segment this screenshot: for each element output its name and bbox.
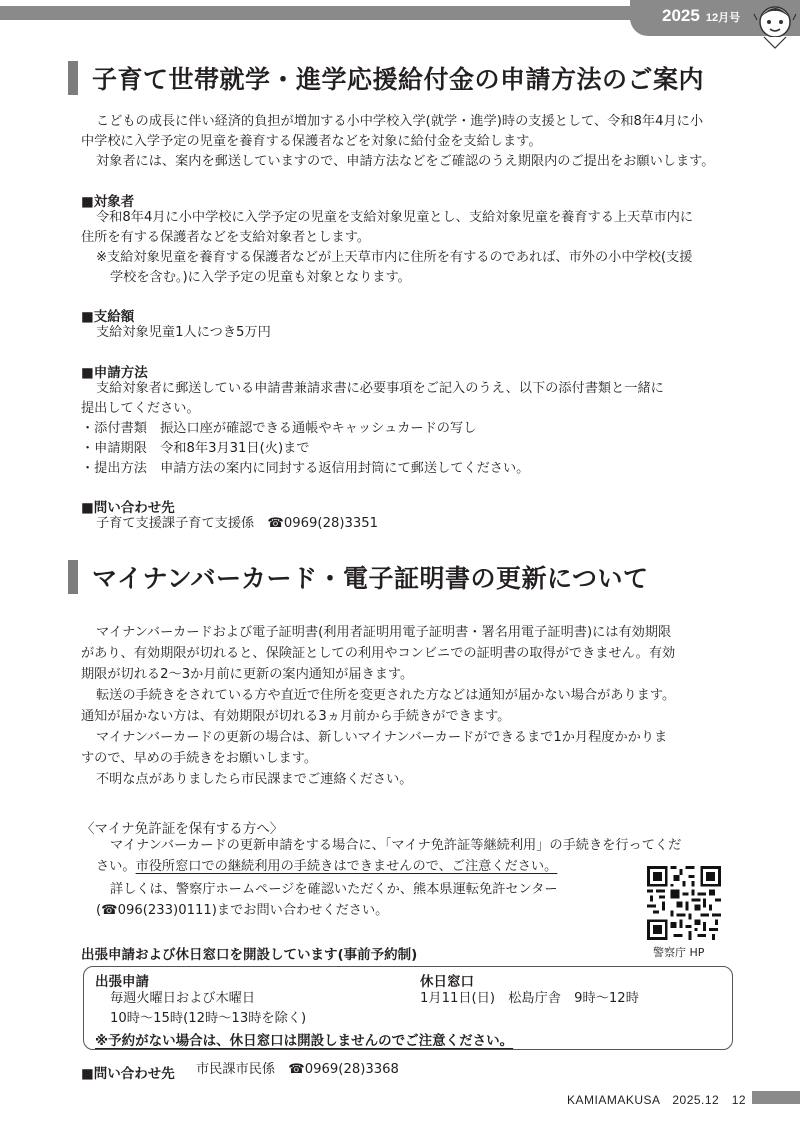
box-left-line1: 毎週火曜日および木曜日	[110, 991, 256, 1006]
s2-contact-heading: ■問い合わせ先	[81, 1066, 175, 1082]
s1-amount-heading: ■支給額	[81, 309, 135, 325]
s2-body-3: 期限が切れる2〜3か月前に更新の案内通知が届きます。	[81, 667, 414, 682]
s1-method-heading: ■申請方法	[81, 365, 148, 381]
s1-target-heading: ■対象者	[81, 194, 135, 210]
issue-month: 12月号	[705, 12, 741, 24]
box-left-line2: 10時〜15時(12時〜13時を除く)	[110, 1011, 307, 1026]
section1-title	[68, 61, 704, 95]
s1-contact-text: 子育て支援課子育て支援係 ☎0969(28)3351	[96, 516, 379, 531]
header-band	[0, 0, 800, 42]
box-notice: ※予約がない場合は、休日窓口は開設しませんのでご注意ください。	[95, 1033, 514, 1049]
s2-license-warning: 市役所窓口での継続利用の手続きはできませんので、ご注意ください。	[135, 859, 558, 874]
qr-label: 警察庁 HP	[653, 946, 705, 959]
page-footer: KAMIAMAKUSA 2025.12 12	[567, 1093, 747, 1107]
s1-contact-heading: ■問い合わせ先	[81, 500, 175, 516]
s2-body-5: 通知が届かない方は、有効期限が切れる3ヵ月前から手続きができます。	[81, 709, 511, 724]
s2-body-1: マイナンバーカードおよび電子証明書(利用者証明用電子証明書・署名用電子証明書)には有効期限	[96, 625, 672, 640]
issue-label	[662, 6, 740, 26]
s2-contact-text: 市民課市民係 ☎0969(28)3368	[196, 1062, 399, 1077]
s1-target-2: 住所を有する保護者などを支給対象者とします。	[81, 230, 371, 245]
s1-intro-3: 対象者には、案内を郵送していますので、申請方法などをご確認のうえ期限内のご提出をお願いします。	[96, 154, 715, 169]
box-right-heading: 休日窓口	[420, 974, 474, 990]
s2-license-4: 詳しくは、警察庁ホームページを確認いただくか、熊本県運転免許センター	[110, 882, 558, 897]
s1-amount-text: 支給対象児童1人につき5万円	[96, 325, 271, 340]
box-left-heading: 出張申請	[95, 974, 149, 990]
s2-body-6: マイナンバーカードの更新の場合は、新しいマイナンバーカードができるまで1か月程度かかりま	[96, 730, 668, 745]
s2-body-4: 転送の手続きをされている方や直近で住所を変更された方などは通知が届かない場合があります。	[96, 688, 676, 703]
title-bar	[68, 560, 78, 594]
section1-title-text: 子育て世帯就学・進学応援給付金の申請方法のご案内	[92, 65, 705, 94]
s2-license-1: マイナンバーカードの更新申請をする場合に、「マイナ免許証等継続利用」の手続きを行ってくだ	[110, 838, 682, 853]
s2-body-7: すので、早めの手続きをお願いします。	[81, 751, 318, 766]
section2-title-text: マイナンバーカード・電子証明書の更新について	[92, 564, 649, 593]
section2-title	[68, 560, 649, 594]
s1-method-4: ・申請期限 令和8年3月31日(火)まで	[81, 441, 310, 456]
s2-body-8: 不明な点がありましたら市民課までご連絡ください。	[96, 772, 413, 787]
s1-method-1: 支給対象者に郵送している申請書兼請求書に必要事項をご記入のうえ、以下の添付書類と一緒に	[96, 381, 664, 396]
s2-outreach-heading: 出張申請および休日窓口を開設しています(事前予約制)	[81, 947, 418, 963]
mascot-icon	[752, 0, 798, 50]
qr-code-icon[interactable]	[647, 866, 721, 940]
s1-intro-1: こどもの成長に伴い経済的負担が増加する小中学校入学(就学・進学)時の支援として、令和8年4月に小	[96, 114, 704, 129]
issue-year: 2025	[662, 6, 700, 25]
s1-method-5: ・提出方法 申請方法の案内に同封する返信用封筒にて郵送してください。	[81, 461, 530, 476]
s1-method-3: ・添付書類 振込口座が確認できる通帳やキャッシュカードの写し	[81, 421, 477, 436]
title-bar	[68, 61, 78, 95]
s1-target-3: ※支給対象児童を養育する保護者などが上天草市内に住所を有するのであれば、市外の小中学校(支援	[96, 250, 693, 265]
box-right-line1: 1月11日(日) 松島庁舎 9時〜12時	[420, 991, 639, 1006]
s1-target-1: 令和8年4月に小中学校に入学予定の児童を支給対象児童とし、支給対象児童を養育する上天草市内に	[96, 210, 694, 225]
header-stripe	[0, 6, 700, 20]
s1-intro-2: 中学校に入学予定の児童を養育する保護者などを対象に給付金を支給します。	[81, 134, 542, 149]
s1-target-4: 学校を含む。)に入学予定の児童も対象となります。	[110, 270, 411, 285]
s2-license-2-prefix: さい。	[96, 859, 136, 874]
footer-bar	[752, 1091, 800, 1104]
s1-method-2: 提出してください。	[81, 401, 200, 416]
s2-license-2a	[96, 857, 557, 878]
s2-license-heading: 〈マイナ免許証を保有する方へ〉	[81, 821, 284, 837]
s2-license-5: (☎096(233)0111)までお問い合わせください。	[96, 903, 389, 918]
s2-body-2: があり、有効期限が切れると、保険証としての利用やコンビニでの証明書の取得ができません。有効	[81, 646, 676, 661]
